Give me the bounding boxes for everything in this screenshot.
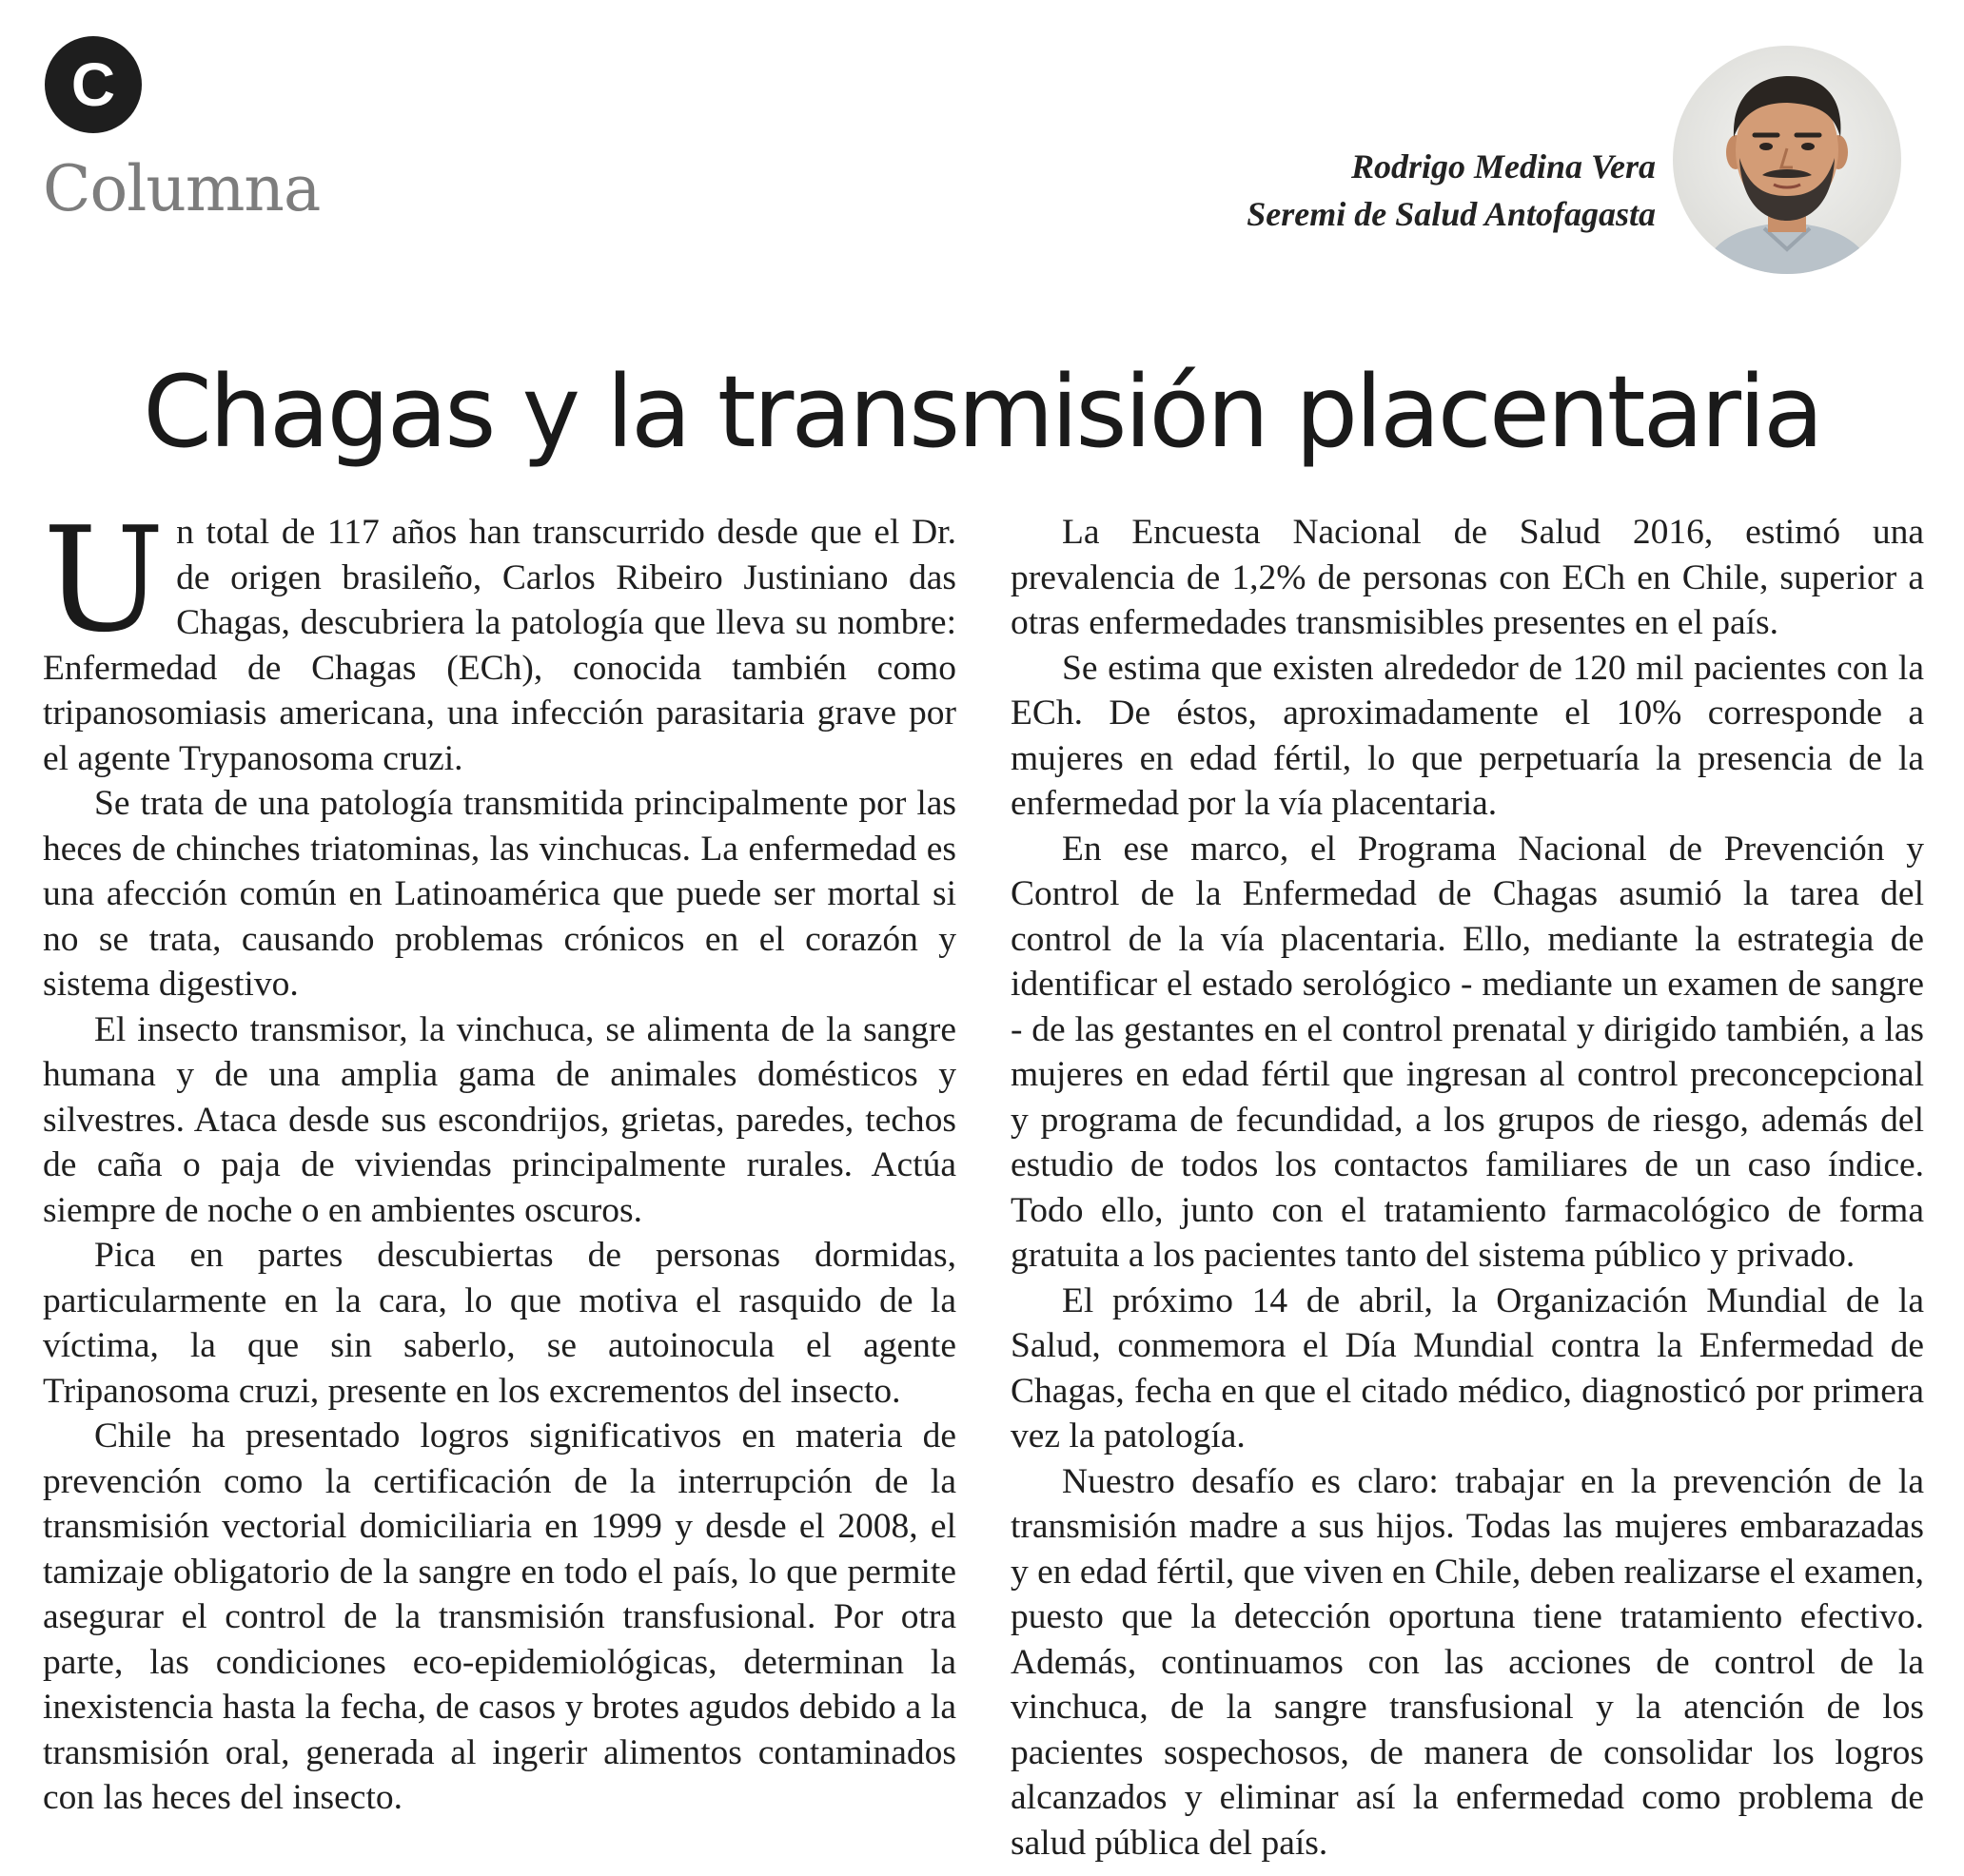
article-title: Chagas y la transmisión placentaria [143, 354, 1821, 470]
paragraph: Se estima que existen alrededor de 120 mil pacientes con la ECh. De éstos, aproximadamente el 10% corresponde a mujeres en edad fértil, lo que perpetuaría la presencia de la enfermedad por la vía placentaria. [1011, 648, 1924, 823]
author-byline [1247, 143, 1656, 238]
paragraph: El insecto transmisor, la vinchuca, se alimenta de la sangre humana y de una amplia gama de animales domésticos y silvestres. Ataca desde sus escondrijos, grietas, paredes, techos de caña o paja de viviendas principalmente rurales. Actúa siempre de noche o en ambientes oscuros. [43, 1009, 956, 1230]
paragraph: Chile ha presentado logros significativos en materia de prevención como la certificación de la interrupción de la transmisión vectorial domiciliaria en 1999 y desde el 2008, el tamizaje obligatorio de la sangre en todo el país, lo que permite asegurar el control de la transmisión transfusional. Por otra parte, las condiciones eco-epidemiológicas, determinan la inexistencia hasta la fecha, de casos y brotes agudos debido a la transmisión oral, generada al ingerir alimentos contaminados con las heces del insecto. [43, 1417, 956, 1817]
article-column-right [1011, 510, 1924, 1866]
paragraph: En ese marco, el Programa Nacional de Prevención y Control de la Enfermedad de Chagas asumió la tarea del control de la vía placentaria. Ello, mediante la estrategia de identificar el estado serológico - mediante un examen de sangre - de las gestantes en el control prenatal y dirigido también, a las mujeres en edad fértil que ingresan al control preconcepcional y programa de fecundidad, a los grupos de riesgo, además del estudio de todos los contactos familiares de un caso índice. Todo ello, junto con el tratamiento farmacológico de forma gratuita a los pacientes tanto del sistema público y privado. [1011, 829, 1924, 1275]
paragraph: Se trata de una patología transmitida principalmente por las heces de chinches triatominas, las vinchucas. La enfermedad es una afección común en Latinoamérica que puede ser mortal si no se trata, causando problemas crónicos en el corazón y sistema digestivo. [43, 784, 956, 1004]
paragraph: La Encuesta Nacional de Salud 2016, estimó una prevalencia de 1,2% de personas con ECh en Chile, superior a otras enfermedades transmisibles presentes en el país. [1011, 513, 1924, 642]
author-name: Rodrigo Medina Vera [1350, 147, 1656, 186]
paragraph: Pica en partes descubiertas de personas dormidas, particularmente en la cara, lo que motiva el rasquido de la víctima, la que sin saberlo, se autoinocula el agente Tripanosoma cruzi, presente en los excrementos del insecto. [43, 1236, 956, 1411]
section-label: Columna [43, 152, 321, 225]
author-role: Seremi de Salud Antofagasta [1247, 195, 1656, 233]
paragraph: El próximo 14 de abril, la Organización Mundial de la Salud, conmemora el Día Mundial contra la Enfermedad de Chagas, fecha en que el citado médico, diagnosticó por primera vez la patología. [1011, 1280, 1924, 1456]
author-portrait-illustration [1673, 46, 1901, 274]
drop-cap: U [43, 496, 166, 664]
author-photo [1673, 46, 1901, 274]
paragraph: Nuestro desafío es claro: trabajar en la prevención de la transmisión madre a sus hijos. Todas las mujeres embarazadas y en edad fértil, que viven en Chile, deben realizarse el examen, puesto que la detección oportuna tiene tratamiento efectivo. Además, continuamos con las acciones de control de la vinchuca, de la sangre transfusional y la atención de los pacientes sospechosos, de manera de consolidar los logros alcanzados y eliminar así la enfermedad como problema de salud pública del país. [1011, 1461, 1924, 1863]
column-badge: C [45, 36, 142, 133]
article-column-left [43, 496, 956, 1821]
paragraph: n total de 117 años han transcurrido desde que el Dr. de origen brasileño, Carlos Ribeiro Justiniano das Chagas, descubriera la patología que lleva su nombre: Enfermedad de Chagas (ECh), conocida también como tripanosomiasis americana, una infección parasitaria grave por el agente Trypanosoma cruzi. [43, 513, 956, 778]
